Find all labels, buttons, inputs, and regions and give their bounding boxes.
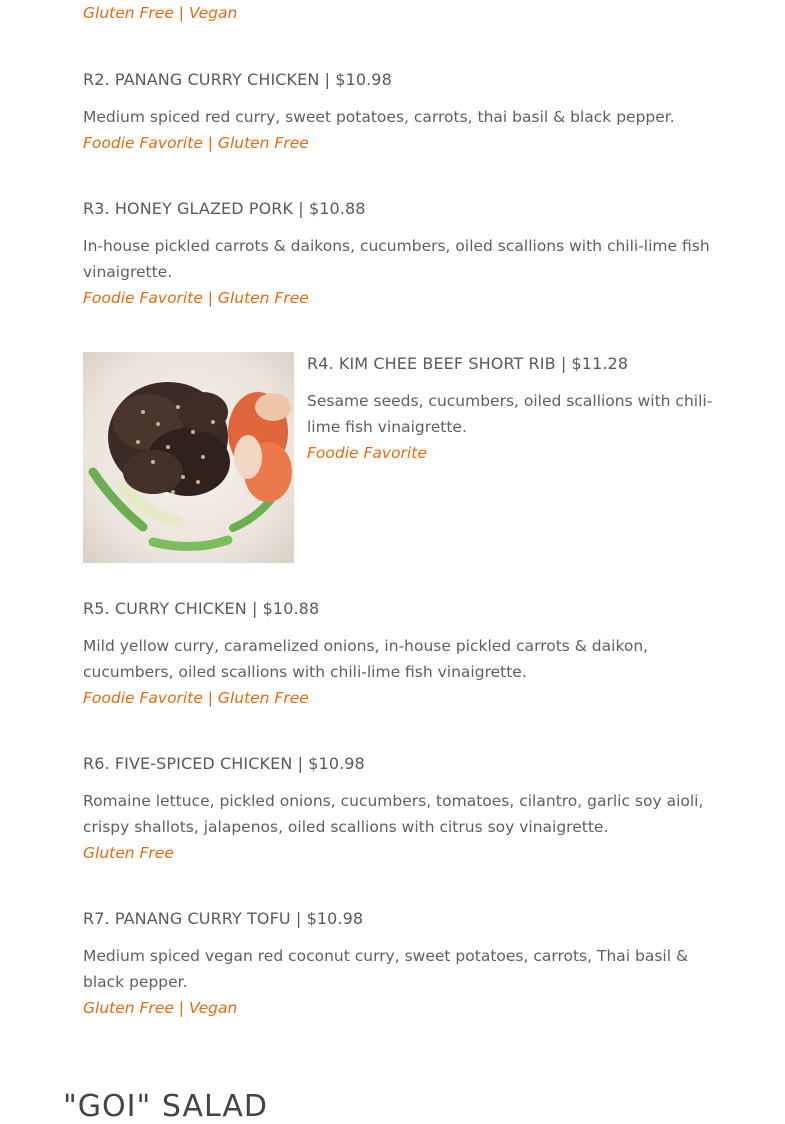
menu-item-r6 xyxy=(83,753,718,866)
item-title: R6. FIVE-SPICED CHICKEN | $10.98 xyxy=(83,754,365,773)
item-tags: Gluten Free xyxy=(83,844,174,862)
item-description: In-house pickled carrots & daikons, cucumbers, oiled scallions with chili-lime fish vinaigrette. xyxy=(83,237,710,281)
kim-chee-beef-short-rib-photo xyxy=(83,352,294,563)
item-tags: Foodie Favorite | Gluten Free xyxy=(83,134,309,152)
item-title: R5. CURRY CHICKEN | $10.88 xyxy=(83,599,320,618)
item-title: R7. PANANG CURRY TOFU | $10.98 xyxy=(83,909,364,928)
menu-item-r3 xyxy=(83,198,718,311)
previous-item-tags: Gluten Free | Vegan xyxy=(83,4,238,22)
item-tags: Gluten Free | Vegan xyxy=(83,999,238,1017)
menu-item-r2 xyxy=(83,69,718,156)
menu-item-r4 xyxy=(307,353,722,466)
item-description: Romaine lettuce, pickled onions, cucumbers, tomatoes, cilantro, garlic soy aioli, crispy shallots, jalapenos, oiled scallions with citrus soy vinaigrette. xyxy=(83,792,704,836)
section-heading-goi-salad: "GOI" SALAD xyxy=(63,1089,268,1124)
item-title: R3. HONEY GLAZED PORK | $10.88 xyxy=(83,199,366,218)
menu-item-r7 xyxy=(83,908,718,1021)
item-description: Medium spiced red curry, sweet potatoes, carrots, thai basil & black pepper. xyxy=(83,108,675,126)
item-tags: Foodie Favorite | Gluten Free xyxy=(83,689,309,707)
item-title: R4. KIM CHEE BEEF SHORT RIB | $11.28 xyxy=(307,354,629,373)
item-description: Mild yellow curry, caramelized onions, in-house pickled carrots & daikon, cucumbers, oiled scallions with chili-lime fish vinaigrette. xyxy=(83,637,649,681)
item-tags: Foodie Favorite xyxy=(307,444,427,462)
item-description: Medium spiced vegan red coconut curry, sweet potatoes, carrots, Thai basil & black pepper. xyxy=(83,947,689,991)
item-title: R2. PANANG CURRY CHICKEN | $10.98 xyxy=(83,70,392,89)
item-tags: Foodie Favorite | Gluten Free xyxy=(83,289,309,307)
item-description: Sesame seeds, cucumbers, oiled scallions with chili-lime fish vinaigrette. xyxy=(307,392,713,436)
menu-item-r5 xyxy=(83,598,718,711)
